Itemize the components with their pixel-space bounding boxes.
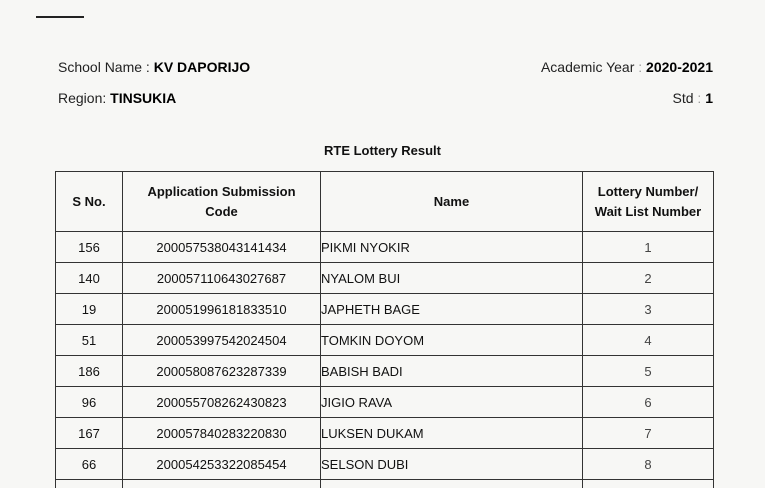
cell-name: TOMKIN DOYOM [321, 325, 583, 356]
cell-lottery: 2 [583, 263, 714, 294]
cell-code: 200051996181833510 [123, 294, 321, 325]
cell-lottery: 4 [583, 325, 714, 356]
page-title: RTE Lottery Result [0, 143, 765, 158]
header-code-line1: Application Submission [123, 182, 320, 202]
header-name: Name [321, 172, 583, 232]
cell-name: SELSON DUBI [321, 449, 583, 480]
header-code [123, 172, 321, 232]
region-label: Region: [58, 90, 110, 106]
cell-lottery: 3 [583, 294, 714, 325]
cell-sno: 51 [56, 325, 123, 356]
cell-name: LUKSEN DUKAM [321, 418, 583, 449]
header-code-line2: Code [123, 202, 320, 222]
cell-sno: 140 [56, 263, 123, 294]
header-lottery-line2: Wait List Number [583, 202, 713, 222]
table-row [56, 263, 714, 294]
cell-code: 200053997542024504 [123, 325, 321, 356]
cell-lottery: 5 [583, 356, 714, 387]
cell-name: NYALOM BUI [321, 263, 583, 294]
cell-code: 200055708262430823 [123, 387, 321, 418]
cell-code: 200057840283220830 [123, 418, 321, 449]
academic-year [541, 59, 713, 75]
cell-name: JIGIO RAVA [321, 387, 583, 418]
school-value: KV DAPORIJO [154, 59, 250, 75]
cell-code: 200058087623287339 [123, 356, 321, 387]
cell-sno: 156 [56, 232, 123, 263]
std-value: 1 [705, 90, 713, 106]
header-lottery-line1: Lottery Number/ [583, 182, 713, 202]
table-row [56, 418, 714, 449]
cell-sno: 167 [56, 418, 123, 449]
cell-name: JAPHETH BAGE [321, 294, 583, 325]
school-name [58, 59, 250, 75]
std-label: Std [673, 90, 694, 106]
cell-sno: 96 [56, 387, 123, 418]
cell-name: BABISH BADI [321, 356, 583, 387]
academic-sep: : [634, 59, 646, 75]
cell-code: 200057110643027687 [123, 263, 321, 294]
header-sno: S No. [56, 172, 123, 232]
cell-lottery: 7 [583, 418, 714, 449]
std-sep: : [694, 90, 706, 106]
cell-code: 200054253322085454 [123, 449, 321, 480]
cell-sno: 66 [56, 449, 123, 480]
table-row [56, 294, 714, 325]
cell-name: PIKMI NYOKIR [321, 232, 583, 263]
table-header-row [56, 172, 714, 232]
results-table [55, 171, 714, 488]
header-lottery [583, 172, 714, 232]
table-row [56, 356, 714, 387]
school-label: School Name : [58, 59, 154, 75]
top-dash-mark [36, 16, 84, 18]
table-row [56, 325, 714, 356]
cell-sno: 186 [56, 356, 123, 387]
table-row [56, 449, 714, 480]
cell-lottery: 8 [583, 449, 714, 480]
table-row [56, 232, 714, 263]
academic-value: 2020-2021 [646, 59, 713, 75]
cell-sno: 19 [56, 294, 123, 325]
cell-lottery: 6 [583, 387, 714, 418]
cell-lottery: 1 [583, 232, 714, 263]
academic-label: Academic Year [541, 59, 634, 75]
cell-code: 200057538043141434 [123, 232, 321, 263]
table-row [56, 387, 714, 418]
region [58, 90, 176, 106]
std [673, 90, 713, 106]
region-value: TINSUKIA [110, 90, 176, 106]
